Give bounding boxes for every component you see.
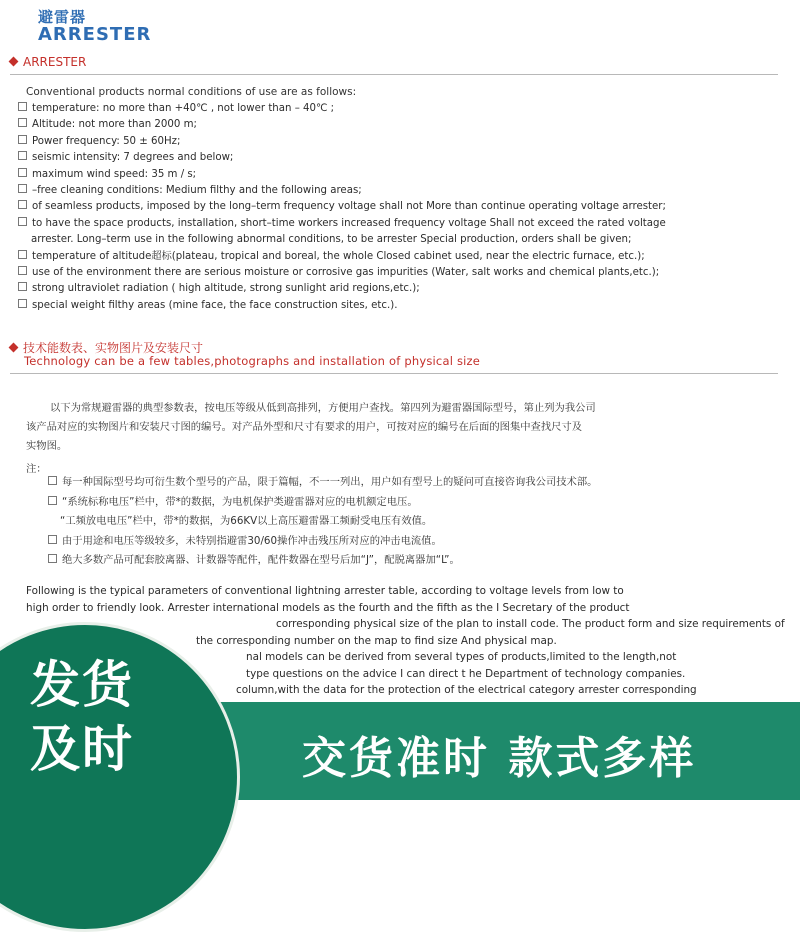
- checkbox-bullet-icon: [18, 184, 27, 193]
- checkbox-bullet-icon: [18, 266, 27, 275]
- checkbox-bullet-icon: [18, 250, 27, 259]
- checkbox-bullet-icon: [18, 102, 27, 111]
- section-divider: [10, 74, 778, 75]
- checkbox-bullet-icon: [48, 476, 57, 485]
- promo-slogan: 交货准时 款式多样: [302, 733, 697, 784]
- conditions-intro: Conventional products normal conditions of use are as follows:: [26, 86, 357, 98]
- checkbox-bullet-icon: [18, 135, 27, 144]
- list-item: –free cleaning conditions: Medium filthy and the following areas;: [18, 183, 798, 199]
- list-item: 由于用途和电压等级较多，未特别指避雷30/60操作冲击残压所对应的冲击电流值。: [48, 532, 788, 552]
- parameters-paragraph-cn: 以下为常规避雷器的典型参数表，按电压等级从低到高排列，方便用户查找。第四列为避雷器国际型号，第止列为我公司 该产品对应的实物图片和安装尺寸图的编号。对产品外型和尺寸有要求的用户，可按对应的编号在后面的图集中查找尺寸及 实物图。: [26, 402, 596, 452]
- checkbox-bullet-icon: [48, 535, 57, 544]
- checkbox-bullet-icon: [48, 554, 57, 563]
- list-item: temperature: no more than +40℃ , not lower than – 40℃ ;: [18, 101, 798, 117]
- page-header: [0, 0, 800, 46]
- list-item: arrester. Long–term use in the following abnormal conditions, to be arrester Special production, orders shall be given;: [31, 234, 632, 246]
- checkbox-bullet-icon: [18, 217, 27, 226]
- parameters-paragraph-en: Following is the typical parameters of conventional lightning arrester table, according to voltage levels from low to high order to friendly look. Arrester international models as the fourth and the fifth as the I Secretary of the product corresponding physical size of the plan to install code. The product form and size requirements of the corresponding number on the map to find size And physical map. nal models can be derived from several types of products,limited to the length,not type questions on the advice I can direct t he Department of technology companies. column,with the data for the protection of the electrical category arrester corresponding: [26, 585, 785, 696]
- header-title-en: ARRESTER: [38, 24, 152, 45]
- list-item: 每一种国际型号均可衍生数个型号的产品，限于篇幅，不一一列出，用户如有型号上的疑问可直接咨询我公司技术部。: [48, 473, 788, 493]
- list-item: “工频放电电压”栏中，带*的数据，为66KV以上高压避雷器工频耐受电压有效值。: [60, 515, 433, 527]
- list-item: maximum wind speed: 35 m / s;: [18, 167, 798, 183]
- notes-list: [48, 473, 788, 571]
- list-item: strong ultraviolet radiation ( high altitude, strong sunlight arid regions,etc.);: [18, 281, 798, 297]
- conditions-list: [18, 101, 798, 314]
- list-item: 绝大多数产品可配套胶离器、计数器等配件，配件数器在型号后加“J”，配脱离器加“L”。: [48, 551, 788, 571]
- checkbox-bullet-icon: [18, 200, 27, 209]
- list-item: to have the space products, installation, short–time workers increased frequency voltage Shall not exceed the rated voltage: [18, 216, 798, 232]
- list-item: use of the environment there are serious moisture or corrosive gas impurities (Water, salt works and chemical plants,etc.);: [18, 265, 798, 281]
- section-title-tech: 技术能数表、实物图片及安装尺寸: [10, 339, 203, 356]
- diamond-bullet-icon: [9, 57, 19, 67]
- header-title-cn: 避雷器: [38, 8, 87, 26]
- diamond-bullet-icon: [9, 343, 19, 353]
- list-item: temperature of altitude超标(plateau, tropical and boreal, the whole Closed cabinet used, near the electric furnace, etc.);: [18, 249, 798, 265]
- checkbox-bullet-icon: [18, 299, 27, 308]
- list-item: special weight filthy areas (mine face, the face construction sites, etc.).: [18, 298, 798, 314]
- section-subtitle-tech: Technology can be a few tables,photographs and installation of physical size: [24, 354, 481, 368]
- checkbox-bullet-icon: [18, 168, 27, 177]
- list-item: “系统标称电压”栏中，带*的数据，为电机保护类避雷器对应的电机额定电压。: [48, 493, 788, 513]
- checkbox-bullet-icon: [18, 118, 27, 127]
- list-item: seismic intensity: 7 degrees and below;: [18, 150, 798, 166]
- list-item: Altitude: not more than 2000 m;: [18, 117, 798, 133]
- checkbox-bullet-icon: [48, 496, 57, 505]
- checkbox-bullet-icon: [18, 282, 27, 291]
- section-title-arrester: ARRESTER: [10, 55, 86, 69]
- notes-label: 注：: [26, 463, 47, 475]
- promo-circle-text: 发货 及时: [30, 656, 134, 778]
- checkbox-bullet-icon: [18, 151, 27, 160]
- section-divider: [10, 373, 778, 374]
- list-item: of seamless products, imposed by the long–term frequency voltage shall not More than continue operating voltage arrester;: [18, 199, 798, 215]
- list-item: Power frequency: 50 ± 60Hz;: [18, 134, 798, 150]
